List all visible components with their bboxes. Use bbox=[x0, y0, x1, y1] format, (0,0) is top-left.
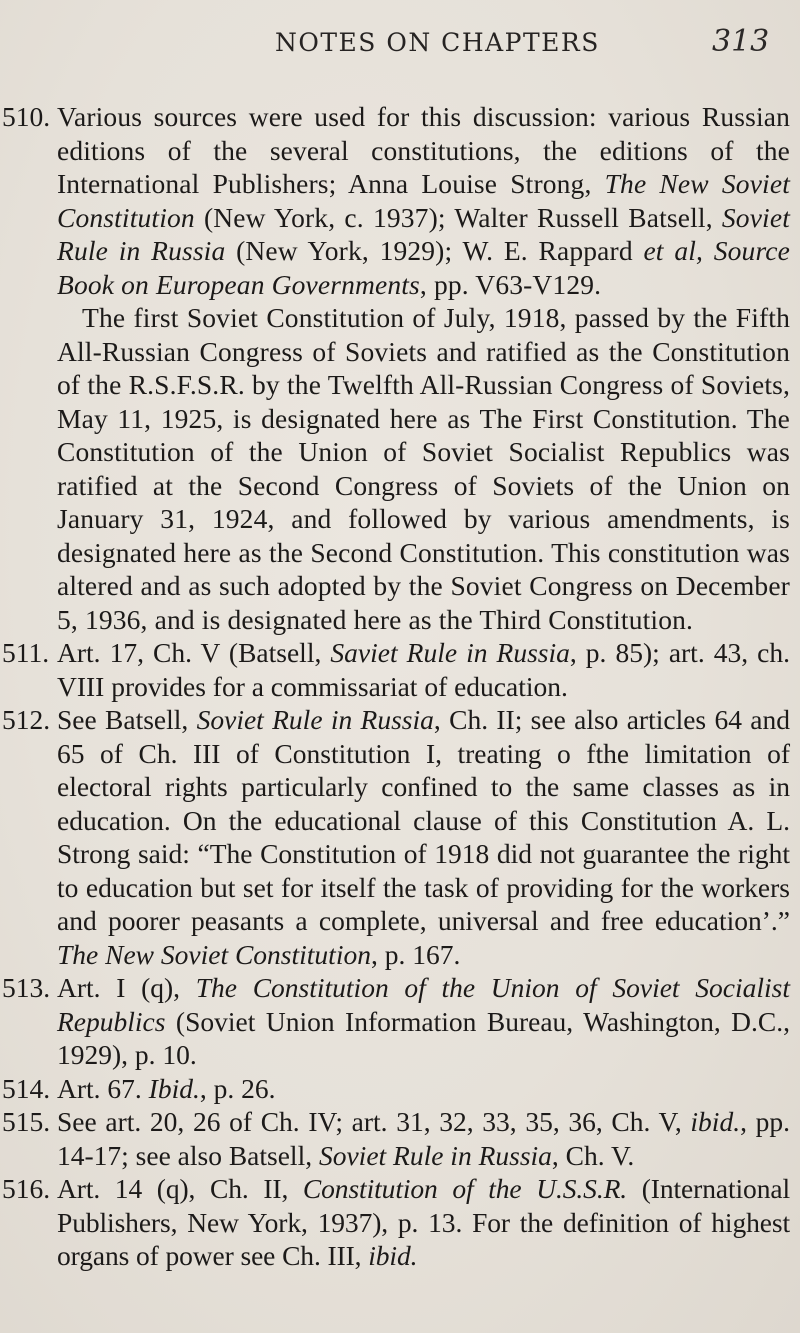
text-run: , pp. V63-V129. bbox=[419, 268, 602, 300]
title-citation: Ibid. bbox=[148, 1072, 200, 1104]
text-run: , p. 85); art. 43, ch. VIII provides for a commissariat of education. bbox=[57, 637, 790, 702]
text-run: The first Soviet Constitution of July, 1918, passed by the Fifth All-Russian Congress of Soviets and ratified as the Constitution of the R.S.F.S.R. by the Twelfth All-Russian Congress of Soviets, May 11, 1925, is designated here as The First Constitution. The Constitution of the Union of Soviet Socialist Republics was ratified at the Second Congress of Soviets of the Union on January 31, 1924, and followed by various amendments, is designated here as the Second Constitution. This constitution was altered and as such adopted by the Soviet Congress on December 5, 1936, and is designated here as the Third Constitution. bbox=[57, 302, 790, 635]
note-paragraph bbox=[57, 100, 790, 301]
text-run: (Soviet Union Information Bureau, Washington, D.C., 1929), p. 10. bbox=[57, 1005, 790, 1070]
note-body bbox=[57, 1105, 790, 1172]
title-citation: Soviet Rule in Russia bbox=[196, 704, 434, 735]
title-citation: et al, Source Book on European Governments bbox=[57, 235, 790, 300]
title-citation: Soviet Rule in Russia bbox=[318, 1139, 552, 1171]
note-number: 510. bbox=[2, 101, 51, 132]
text-run: , Ch. II; see also articles 64 and 65 of Ch. III of Constitution I, treating o fthe limitation of electoral rights particularly confined to the same classes as in education. On the educational clause of this Constitution A. L. Strong said: “The Constitution of 1918 did not guarantee the right to education but set for itself the task of providing for the workers and poorer peasants a complete, universal and free education’.” bbox=[57, 704, 790, 936]
note-number: 511. bbox=[2, 637, 50, 668]
note-paragraph bbox=[57, 971, 790, 1072]
text-run: , p. 26. bbox=[199, 1072, 276, 1104]
text-run: (New York, 1929); W. E. Rappard bbox=[225, 235, 644, 266]
title-citation: Soviet Rule in Russia bbox=[57, 201, 790, 266]
note-number: 514. bbox=[2, 1072, 51, 1104]
note-paragraph bbox=[57, 1072, 790, 1106]
note-body bbox=[57, 1072, 790, 1106]
text-run: , Ch. V. bbox=[551, 1139, 635, 1171]
text-run: , pp. 14-17; see also Batsell, bbox=[57, 1106, 790, 1171]
note-paragraph bbox=[57, 636, 790, 703]
note-510 bbox=[0, 100, 800, 636]
text-run: See art. 20, 26 of Ch. IV; art. 31, 32, 33, 35, 36, Ch. V, bbox=[57, 1106, 691, 1137]
note-body bbox=[57, 703, 790, 971]
text-run: See Batsell, bbox=[57, 704, 197, 735]
title-citation: Saviet Rule in Russia bbox=[330, 637, 570, 668]
note-513 bbox=[0, 971, 800, 1072]
note-paragraph bbox=[57, 1172, 790, 1273]
text-run: Art. 17, Ch. V (Batsell, bbox=[57, 637, 331, 668]
title-citation: The New Soviet Constitution bbox=[57, 938, 371, 970]
note-number: 512. bbox=[2, 704, 51, 735]
running-head bbox=[0, 24, 800, 68]
note-511 bbox=[0, 636, 800, 703]
note-514 bbox=[0, 1072, 800, 1106]
page-number: 313 bbox=[712, 24, 770, 59]
text-run: Various sources were used for this discussion: various Russian editions of the several constitutions, the editions of the International Publishers; Anna Louise Strong, bbox=[57, 101, 790, 199]
title-citation: ibid. bbox=[368, 1240, 418, 1271]
title-citation: The Constitution of the Union of Soviet Socialist Republics bbox=[57, 972, 790, 1037]
note-512 bbox=[0, 703, 800, 971]
text-run: (New York, c. 1937); Walter Russell Batsell, bbox=[194, 201, 722, 233]
note-516 bbox=[0, 1172, 800, 1273]
title-citation: The New Soviet Constitution bbox=[57, 168, 790, 233]
text-run: Art. I (q), bbox=[57, 972, 196, 1003]
note-body bbox=[57, 636, 790, 703]
text-run: (International Publishers, New York, 1937), p. 13. For the definition of highest organs of power see Ch. III, bbox=[57, 1173, 791, 1271]
notes-list bbox=[0, 100, 800, 1273]
text-run: , p. 167. bbox=[370, 938, 461, 970]
title-citation: Constitution of the U.S.S.R. bbox=[302, 1173, 628, 1204]
note-number: 515. bbox=[2, 1106, 51, 1137]
running-title: NOTES ON CHAPTERS bbox=[275, 28, 600, 57]
text-run: Art. 14 (q), Ch. II, bbox=[57, 1173, 303, 1204]
note-paragraph bbox=[57, 1105, 790, 1172]
note-number: 516. bbox=[2, 1173, 51, 1204]
note-body bbox=[57, 100, 790, 636]
note-body bbox=[57, 971, 790, 1072]
note-515 bbox=[0, 1105, 800, 1172]
title-citation: ibid. bbox=[690, 1106, 741, 1137]
note-number: 513. bbox=[2, 972, 51, 1003]
text-run: Art. 67. bbox=[57, 1072, 149, 1104]
note-paragraph bbox=[57, 301, 790, 636]
note-paragraph bbox=[57, 703, 790, 971]
note-body bbox=[57, 1172, 790, 1273]
